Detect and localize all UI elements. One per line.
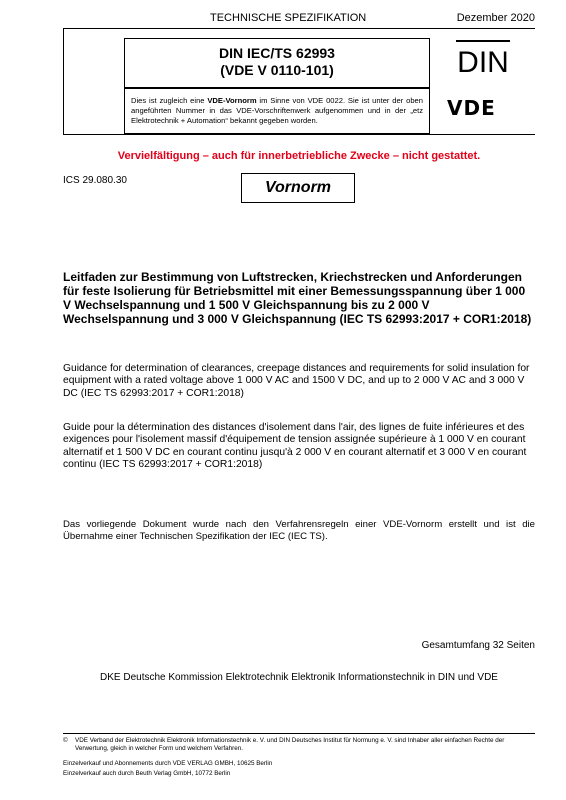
title-english: Guidance for determination of clearances, creepage distances and requirements for solid insulation for equipment with a rated voltage above 1 000 V AC and 1500 V DC, and up to 2 000 V AC and 3 000 V DC (IEC TS 62993:2017 + COR1:2018) [63, 363, 530, 399]
sales-line-beuth: Einzelverkauf auch durch Beuth Verlag GmbH, 10772 Berlin [63, 770, 231, 777]
copyright-text: VDE Verband der Elektrotechnik Elektronik Informationstechnik e. V. und DIN Deutsches Institut für Normung e. V. sind Inhaber aller einfachen Rechte der Verwertung, gleich in welcher Form und welchem Verfahren. [75, 737, 505, 753]
status-label: Vornorm [264, 179, 332, 196]
vde-logo: VDE [447, 96, 496, 120]
bottom-rule [63, 733, 535, 734]
middle-rule [63, 134, 535, 135]
adoption-note: Das vorliegende Dokument wurde nach den Verfahrensregeln einer VDE-Vornorm erstellt und ist die Übernahme einer Technischen Spezifikation der IEC (IEC TS). [63, 519, 535, 542]
ics-code: ICS 29.080.30 [63, 175, 127, 186]
top-rule [63, 28, 535, 29]
vde-description [124, 88, 430, 134]
document-type-label: TECHNISCHE SPEZIFIKATION [210, 12, 367, 24]
standard-number: DIN IEC/TS 62993 [219, 45, 335, 61]
din-logo-graphic [455, 40, 511, 76]
description-text-1: Dies ist zugleich eine [131, 96, 208, 105]
dke-line: DKE Deutsche Kommission Elektrotechnik Elektronik Informationstechnik in DIN und VDE [100, 672, 498, 683]
status-box [241, 173, 355, 203]
vde-number: (VDE V 0110-101) [220, 62, 334, 78]
copyright-symbol: © [63, 737, 68, 744]
din-logo [455, 40, 511, 76]
left-rule [63, 28, 64, 134]
description-bold: VDE-Vornorm [207, 96, 257, 105]
title-german: Leitfaden zur Bestimmung von Luftstrecken, Kriechstrecken und Anforderungen für feste Isolierung für Betriebsmittel mit einer Bemessungsspannung über 1 000 V Wechselspannung und 1 500 V Gleichspannung bis zu 2 000 V Wechselspannung und 3 000 V Gleichspannung (IEC TS 62993:2017 + COR1:2018) [63, 270, 532, 326]
reproduction-warning: Vervielfältigung – auch für innerbetriebliche Zwecke – nicht gestattet. [117, 150, 481, 162]
sales-line-vde: Einzelverkauf und Abonnements durch VDE VERLAG GMBH, 10625 Berlin [63, 760, 273, 767]
publication-date: Dezember 2020 [456, 12, 535, 24]
title-french: Guide pour la détermination des distances d'isolement dans l'air, des lignes de fuite inférieures et des exigences pour l'isolement massif d'équipement de tension assignée supérieure à 1 000 V en courant alternatif et 1 500 V DC en courant continu jusqu'à 2 000 V en courant alternatif et 3 000 V en courant continu (IEC TS 62993:2017 + COR1:2018) [63, 422, 527, 471]
din-logo-text: DIN [457, 46, 509, 76]
description-text-2: im Sinne von VDE 0022. Sie ist unter der oben angeführten Nummer in das VDE-Vorschriftenwerk aufgenommen und in der „etz Elektrotechnik + Automation“ bekannt gegeben worden. [131, 96, 423, 125]
total-pages: Gesamtumfang 32 Seiten [421, 640, 535, 651]
standard-number-box [124, 38, 430, 88]
